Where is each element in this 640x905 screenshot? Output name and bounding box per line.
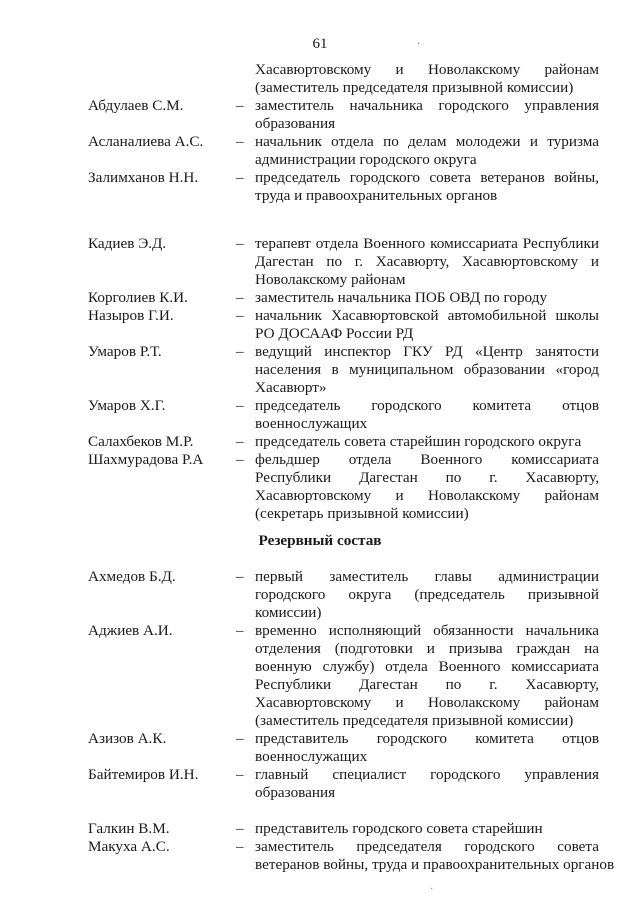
list-dash: –: [236, 133, 244, 150]
member-position-line: образования: [255, 115, 336, 132]
list-dash: –: [236, 289, 244, 306]
member-name: Залимханов Н.Н.: [88, 169, 199, 186]
member-name: Салахбеков М.Р.: [88, 433, 194, 450]
member-position-line: заместитель начальника ПОБ ОВД по городу: [255, 289, 548, 306]
member-name: Корголиев К.И.: [88, 289, 188, 306]
list-dash: –: [236, 235, 244, 252]
member-name: Шахмурадова Р.А: [88, 451, 204, 468]
member-position-line: главный специалист городского управления: [255, 766, 599, 783]
member-position-line: ветеранов войны, труда и правоохранительных органов: [255, 856, 615, 873]
member-position-line: терапевт отдела Военного комиссариата Республики: [255, 235, 599, 252]
member-name: Назыров Г.И.: [88, 307, 174, 324]
member-position-line: городского округа (председатель призывной: [255, 586, 599, 603]
member-position-line: образования: [255, 784, 336, 801]
list-dash: –: [236, 169, 244, 186]
member-position-line: Хасавюртовскому и Новолакскому районам: [255, 487, 599, 504]
list-dash: –: [236, 307, 244, 324]
member-position-line: комиссии): [255, 604, 322, 621]
member-position-line: населения в муниципальном образовании «город: [255, 361, 599, 378]
member-position-line: представитель городского совета старейшин: [255, 820, 543, 837]
member-position-line: заместитель председателя городского совета: [255, 838, 599, 855]
list-dash: –: [236, 433, 244, 450]
scan-speck: ·: [430, 884, 434, 895]
member-name: Азизов А.К.: [88, 730, 167, 747]
intro-line: (заместитель председателя призывной комиссии): [255, 79, 574, 96]
member-name: Байтемиров И.Н.: [88, 766, 199, 783]
list-dash: –: [236, 397, 244, 414]
list-dash: –: [236, 451, 244, 468]
member-name: Абдулаев С.М.: [88, 97, 184, 114]
member-position-line: Хасавюрт»: [255, 379, 327, 396]
member-position-line: (заместитель председателя призывной комиссии): [255, 712, 574, 729]
page-number: 61: [312, 36, 328, 52]
member-name: Галкин В.М.: [88, 820, 170, 837]
member-position-line: временно исполняющий обязанности начальника: [255, 622, 599, 639]
member-position-line: (секретарь призывной комиссии): [255, 505, 469, 522]
member-position-line: военнослужащих: [255, 748, 368, 765]
intro-line: Хасавюртовскому и Новолакскому районам: [255, 61, 599, 78]
member-name: Асланалиева А.С.: [88, 133, 204, 150]
member-position-line: ведущий инспектор ГКУ РД «Центр занятости: [255, 343, 599, 360]
member-position-line: труда и правоохранительных органов: [255, 187, 498, 204]
member-position-line: Хасавюртовскому и Новолакскому районам: [255, 694, 599, 711]
member-name: Кадиев Э.Д.: [88, 235, 167, 252]
member-position-line: администрации городского округа: [255, 151, 477, 168]
member-position-line: Новолакскому районам: [255, 271, 406, 288]
member-position-line: председатель городского комитета отцов: [255, 397, 599, 414]
reserve-section-title: Резервный состав: [258, 532, 382, 549]
member-position-line: председатель городского совета ветеранов войны,: [255, 169, 599, 186]
list-dash: –: [236, 97, 244, 114]
list-dash: –: [236, 343, 244, 360]
list-dash: –: [236, 568, 244, 585]
member-position-line: военную службу) отдела Военного комиссариата: [255, 658, 599, 675]
scan-speck: ·: [417, 39, 421, 50]
list-dash: –: [236, 820, 244, 837]
list-dash: –: [236, 838, 244, 855]
member-position-line: РО ДОСААФ России РД: [255, 325, 414, 342]
member-name: Аджиев А.И.: [88, 622, 173, 639]
member-name: Умаров Р.Т.: [88, 343, 162, 360]
member-position-line: представитель городского комитета отцов: [255, 730, 599, 747]
member-position-line: фельдшер отдела Военного комиссариата: [255, 451, 599, 468]
member-position-line: начальник отдела по делам молодежи и туризма: [255, 133, 599, 150]
member-position-line: военнослужащих: [255, 415, 368, 432]
member-position-line: отделения (подготовки и призыва граждан на: [255, 640, 599, 657]
list-dash: –: [236, 730, 244, 747]
member-position-line: Республики Дагестан по г. Хасавюрту,: [255, 676, 599, 693]
member-position-line: первый заместитель главы администрации: [255, 568, 599, 585]
member-position-line: заместитель начальника городского управления: [255, 97, 599, 114]
member-position-line: Дагестан по г. Хасавюрту, Хасавюртовскому и: [255, 253, 599, 270]
member-position-line: Республики Дагестан по г. Хасавюрту,: [255, 469, 599, 486]
list-dash: –: [236, 622, 244, 639]
list-dash: –: [236, 766, 244, 783]
member-name: Макуха А.С.: [88, 838, 170, 855]
member-name: Ахмедов Б.Д.: [88, 568, 176, 585]
member-position-line: начальник Хасавюртовской автомобильной школы: [255, 307, 599, 324]
member-name: Умаров Х.Г.: [88, 397, 166, 414]
member-position-line: председатель совета старейшин городского округа: [255, 433, 582, 450]
